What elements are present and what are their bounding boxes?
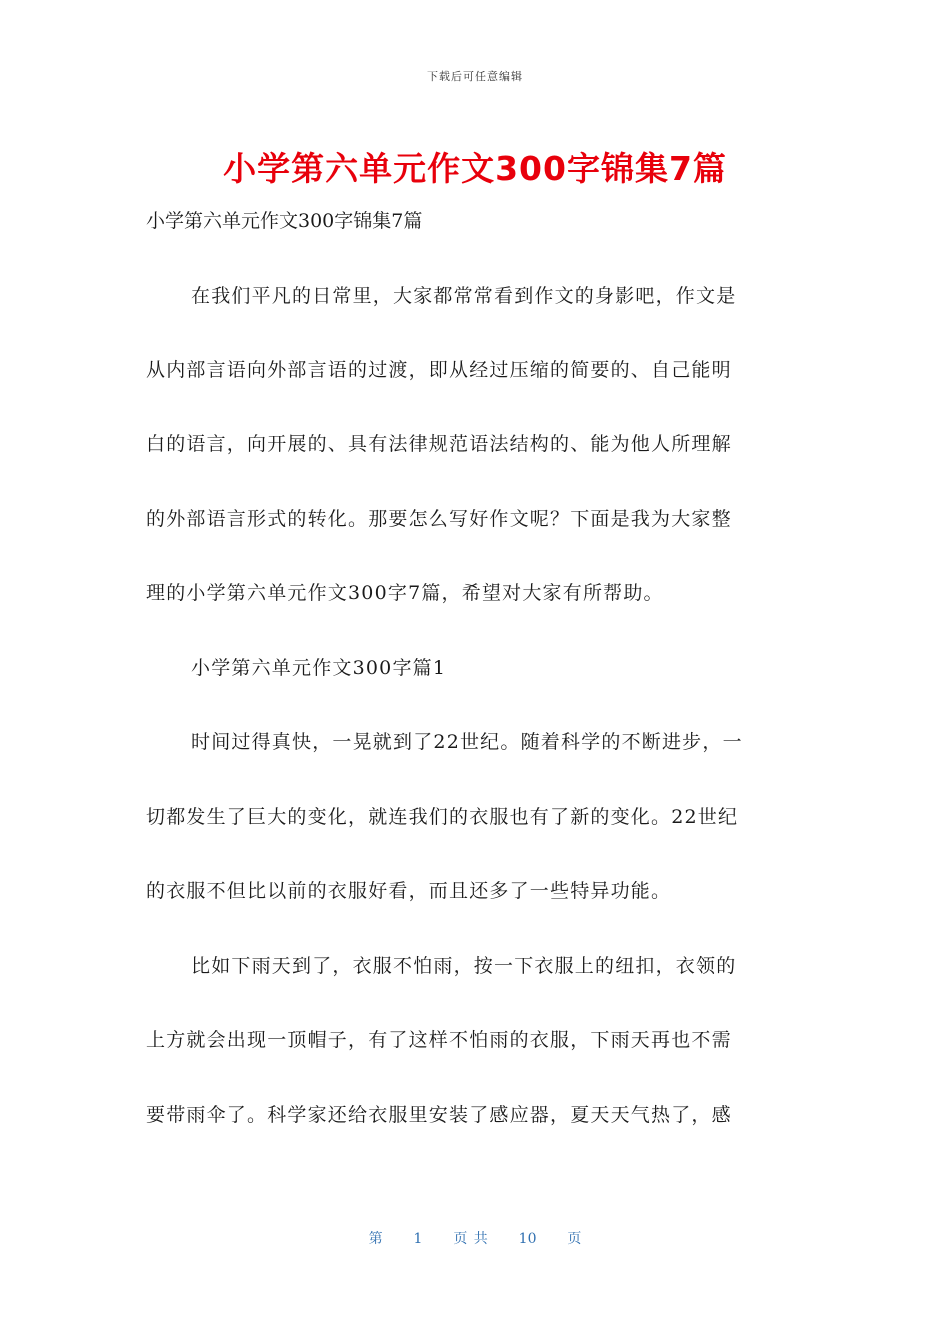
text-line: 切都发生了巨大的变化，就连我们的衣服也有了新的变化。22世纪	[146, 806, 739, 828]
text-line: 白的语言，向开展的、具有法律规范语法结构的、能为他人所理解	[146, 433, 732, 455]
section-heading: 小学第六单元作文300字篇1	[191, 657, 447, 679]
text-line: 比如下雨天到了，衣服不怕雨，按一下衣服上的纽扣，衣领的	[191, 955, 737, 977]
text-line: 的外部语言形式的转化。那要怎么写好作文呢？下面是我为大家整	[146, 508, 732, 530]
text-line: 从内部言语向外部言语的过渡，即从经过压缩的简要的、自己能明	[146, 359, 732, 381]
text-line: 在我们平凡的日常里，大家都常常看到作文的身影吧，作文是	[191, 285, 737, 307]
page-footer	[0, 1228, 950, 1248]
total-label: 页 共	[453, 1231, 488, 1247]
document-subtitle: 小学第六单元作文300字锦集7篇	[146, 210, 423, 232]
page-number: 1	[413, 1231, 423, 1247]
page-label: 第	[368, 1231, 383, 1247]
text-line: 时间过得真快，一晃就到了22世纪。随着科学的不断进步，一	[191, 731, 743, 753]
text-line: 要带雨伞了。科学家还给衣服里安装了感应器，夏天天气热了，感	[146, 1104, 732, 1126]
document-title: 小学第六单元作文300字锦集7篇	[223, 149, 727, 188]
end-label: 页	[567, 1231, 582, 1247]
total-pages: 10	[518, 1231, 537, 1247]
text-line: 上方就会出现一顶帽子，有了这样不怕雨的衣服，下雨天再也不需	[146, 1029, 732, 1051]
text-line: 理的小学第六单元作文300字7篇，希望对大家有所帮助。	[146, 582, 664, 604]
text-line: 的衣服不但比以前的衣服好看，而且还多了一些特异功能。	[146, 880, 672, 902]
header-note: 下载后可任意编辑	[427, 70, 523, 83]
